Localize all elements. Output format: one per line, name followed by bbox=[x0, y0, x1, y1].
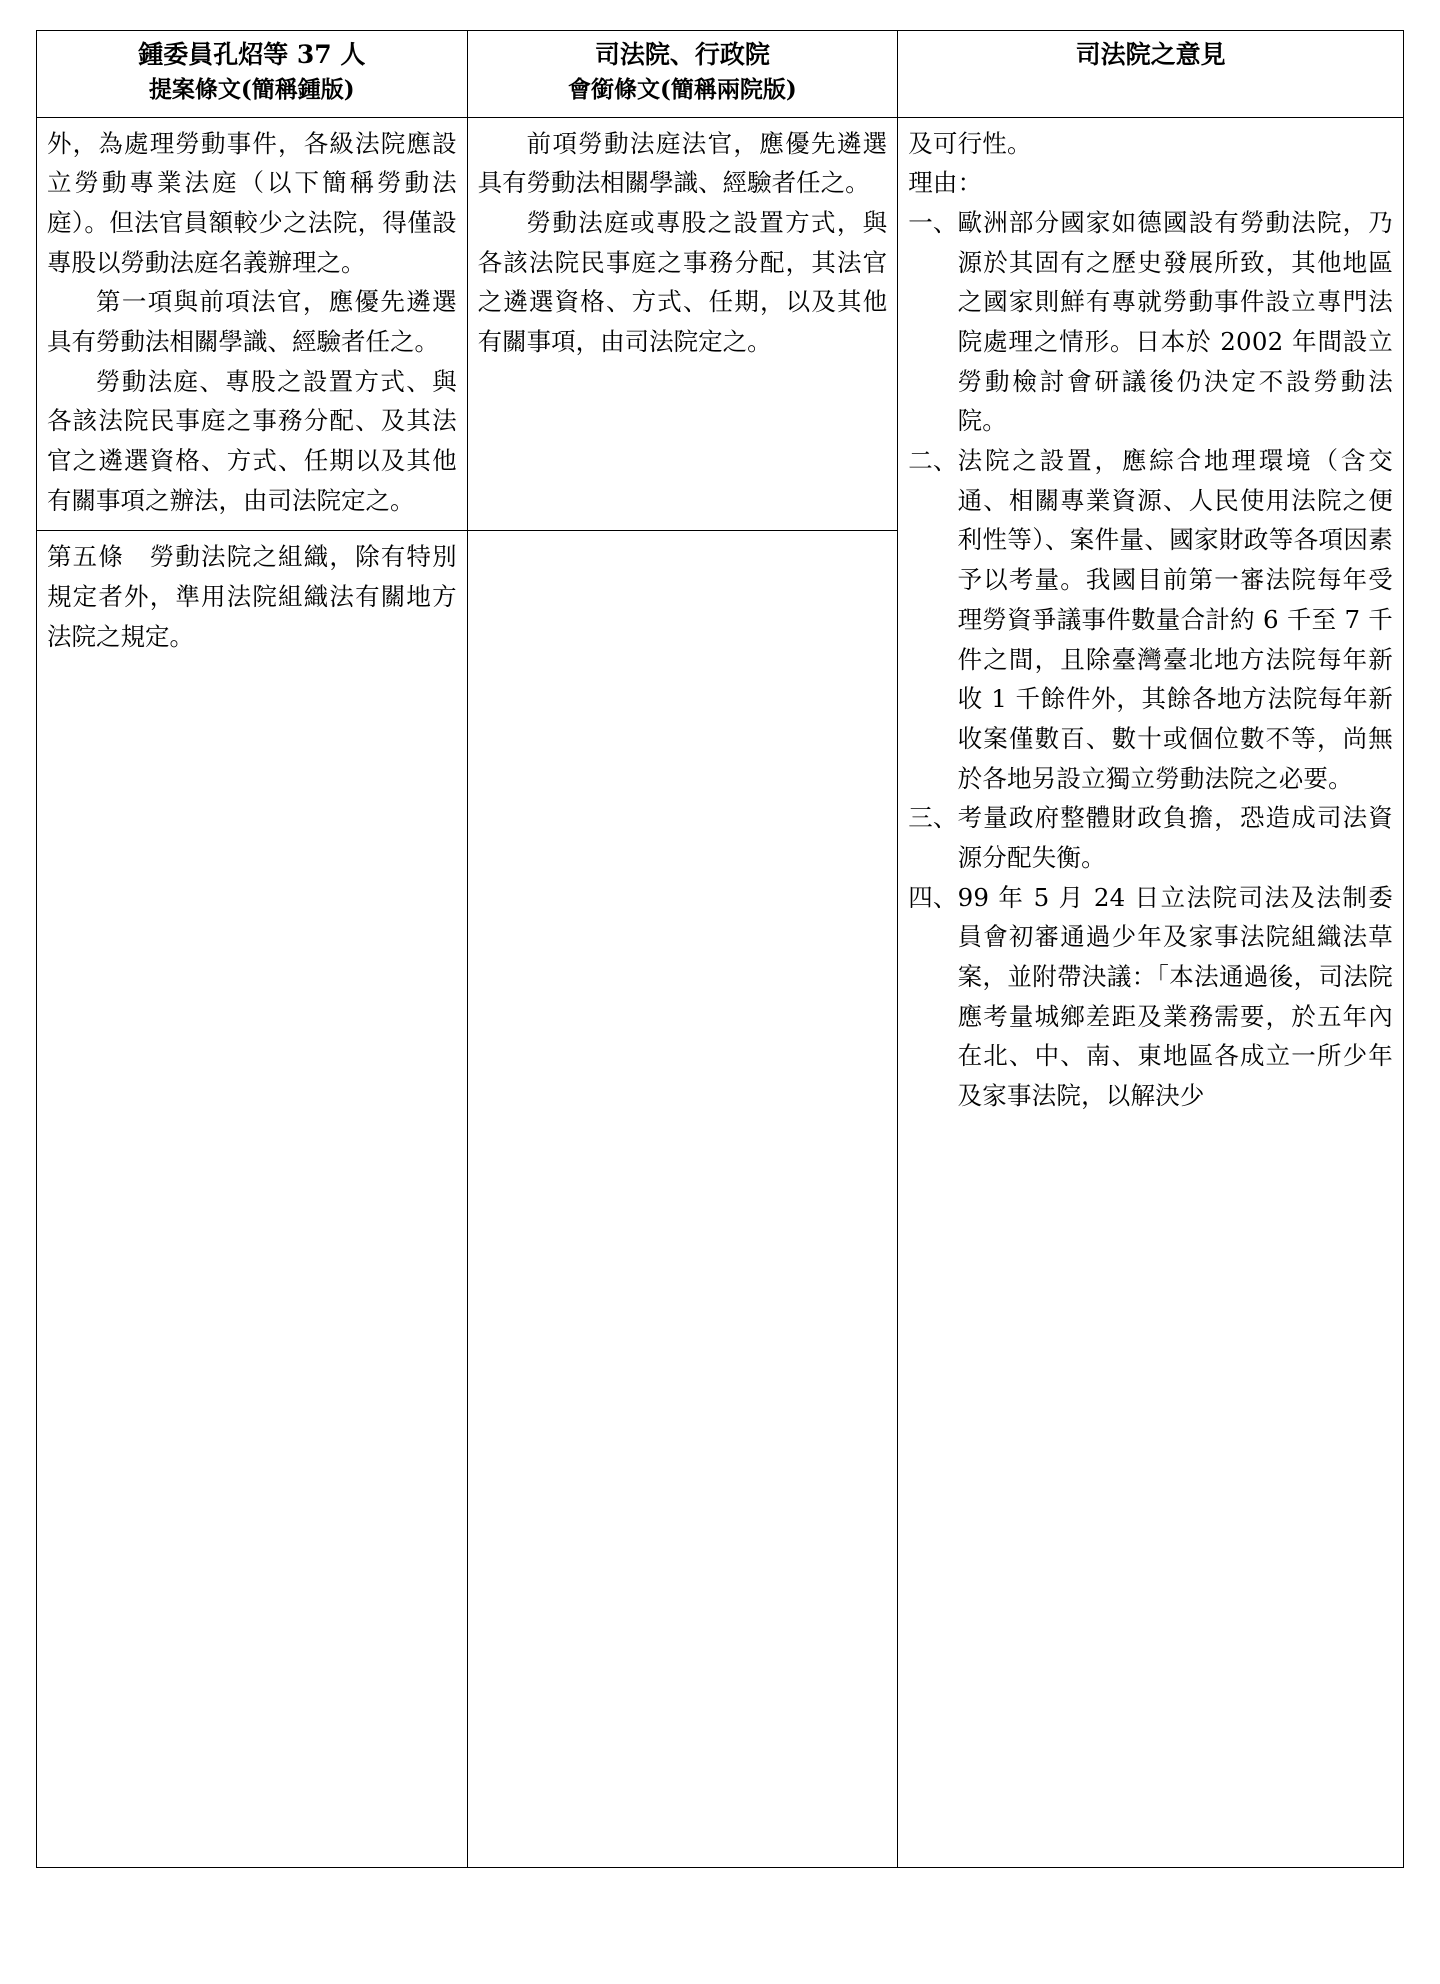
cell-joint-row1 bbox=[467, 117, 898, 531]
paragraph: 第五條 勞動法院之組織，除有特別規定者外，準用法院組織法有關地方法院之規定。 bbox=[47, 542, 457, 651]
paragraph: 理由： bbox=[908, 168, 983, 198]
column-header-joint-line2: 會銜條文(簡稱兩院版) bbox=[568, 76, 797, 104]
paragraph: 勞動法庭或專股之設置方式，與各該法院民事庭之事務分配，其法官之遴選資格、方式、任期，以及其他有關事項，由司法院定之。 bbox=[477, 207, 888, 357]
list-item-text: 考量政府整體財政負擔，恐造成司法資源分配失衡。 bbox=[957, 803, 1393, 872]
column-header-opinion-line1: 司法院之意見 bbox=[1075, 40, 1226, 69]
list-item-text: 法院之設置，應綜合地理環境（含交通、相關專業資源、人民使用法院之便利性等）、案件量、國家財政等各項因素予以考量。我國目前第一審法院每年受理勞資爭議事件數量合計約 6 千至 7 千件之間，且除臺灣臺北地方法院每年新收 1 千餘件外，其餘各地方法院每年新收案僅數百、數十或個位數不等，尚無於各地另設立獨立勞動法院之必要。 bbox=[957, 446, 1393, 793]
paragraph: 勞動法庭、專股之設置方式、與各該法院民事庭之事務分配、及其法官之遴選資格、方式、任期以及其他有關事項之辦法，由司法院定之。 bbox=[47, 366, 457, 515]
list-item-text: 歐洲部分國家如德國設有勞動法院，乃源於其固有之歷史發展所致，其他地區之國家則鮮有專就勞動事件設立專門法院處理之情形。日本於 2002 年間設立勞動檢討會研議後仍決定不設勞動法院。 bbox=[957, 207, 1393, 436]
list-item bbox=[908, 441, 1393, 798]
cell-proposal-row2 bbox=[37, 531, 468, 1868]
paragraph: 第一項與前項法官，應優先遴選具有勞動法相關學識、經驗者任之。 bbox=[47, 287, 457, 357]
cell-opinion bbox=[898, 117, 1404, 1868]
table-header bbox=[37, 31, 1404, 118]
column-header-joint bbox=[467, 31, 898, 118]
cell-proposal-row1 bbox=[37, 117, 468, 531]
list-item-text: 99 年 5 月 24 日立法院司法及法制委員會初審通過少年及家事法院組織法草案，並附帶決議：「本法通過後，司法院應考量城鄉差距及業務需要，於五年內在北、中、南、東地區各成立一所少年及家事法院，以解決少 bbox=[957, 882, 1393, 1111]
column-header-proposal bbox=[37, 31, 468, 118]
paragraph: 前項勞動法庭法官，應優先遴選具有勞動法相關學識、經驗者任之。 bbox=[477, 128, 888, 198]
list-item-marker: 四、 bbox=[908, 882, 958, 912]
list-item bbox=[908, 798, 1393, 877]
table-body bbox=[37, 117, 1404, 1868]
column-header-proposal-line1: 鍾委員孔炤等 37 人 bbox=[138, 40, 366, 69]
list-item bbox=[908, 203, 1393, 441]
header-row bbox=[37, 31, 1404, 118]
column-header-joint-line1: 司法院、行政院 bbox=[594, 40, 770, 69]
cell-joint-row2 bbox=[467, 531, 898, 1868]
list-item-marker: 一、 bbox=[908, 207, 958, 237]
column-header-proposal-line2: 提案條文(簡稱鍾版) bbox=[148, 76, 355, 104]
table-row bbox=[37, 117, 1404, 531]
paragraph: 外，為處理勞動事件，各級法院應設立勞動專業法庭（以下簡稱勞動法庭）。但法官員額較少之法院，得僅設專股以勞動法庭名義辦理之。 bbox=[47, 128, 457, 277]
column-header-opinion bbox=[898, 31, 1404, 118]
paragraph: 及可行性。 bbox=[908, 128, 1032, 158]
list-item-marker: 三、 bbox=[908, 803, 958, 833]
comparison-table bbox=[36, 30, 1404, 1868]
list-item-marker: 二、 bbox=[908, 446, 958, 476]
list-item bbox=[908, 878, 1393, 1116]
